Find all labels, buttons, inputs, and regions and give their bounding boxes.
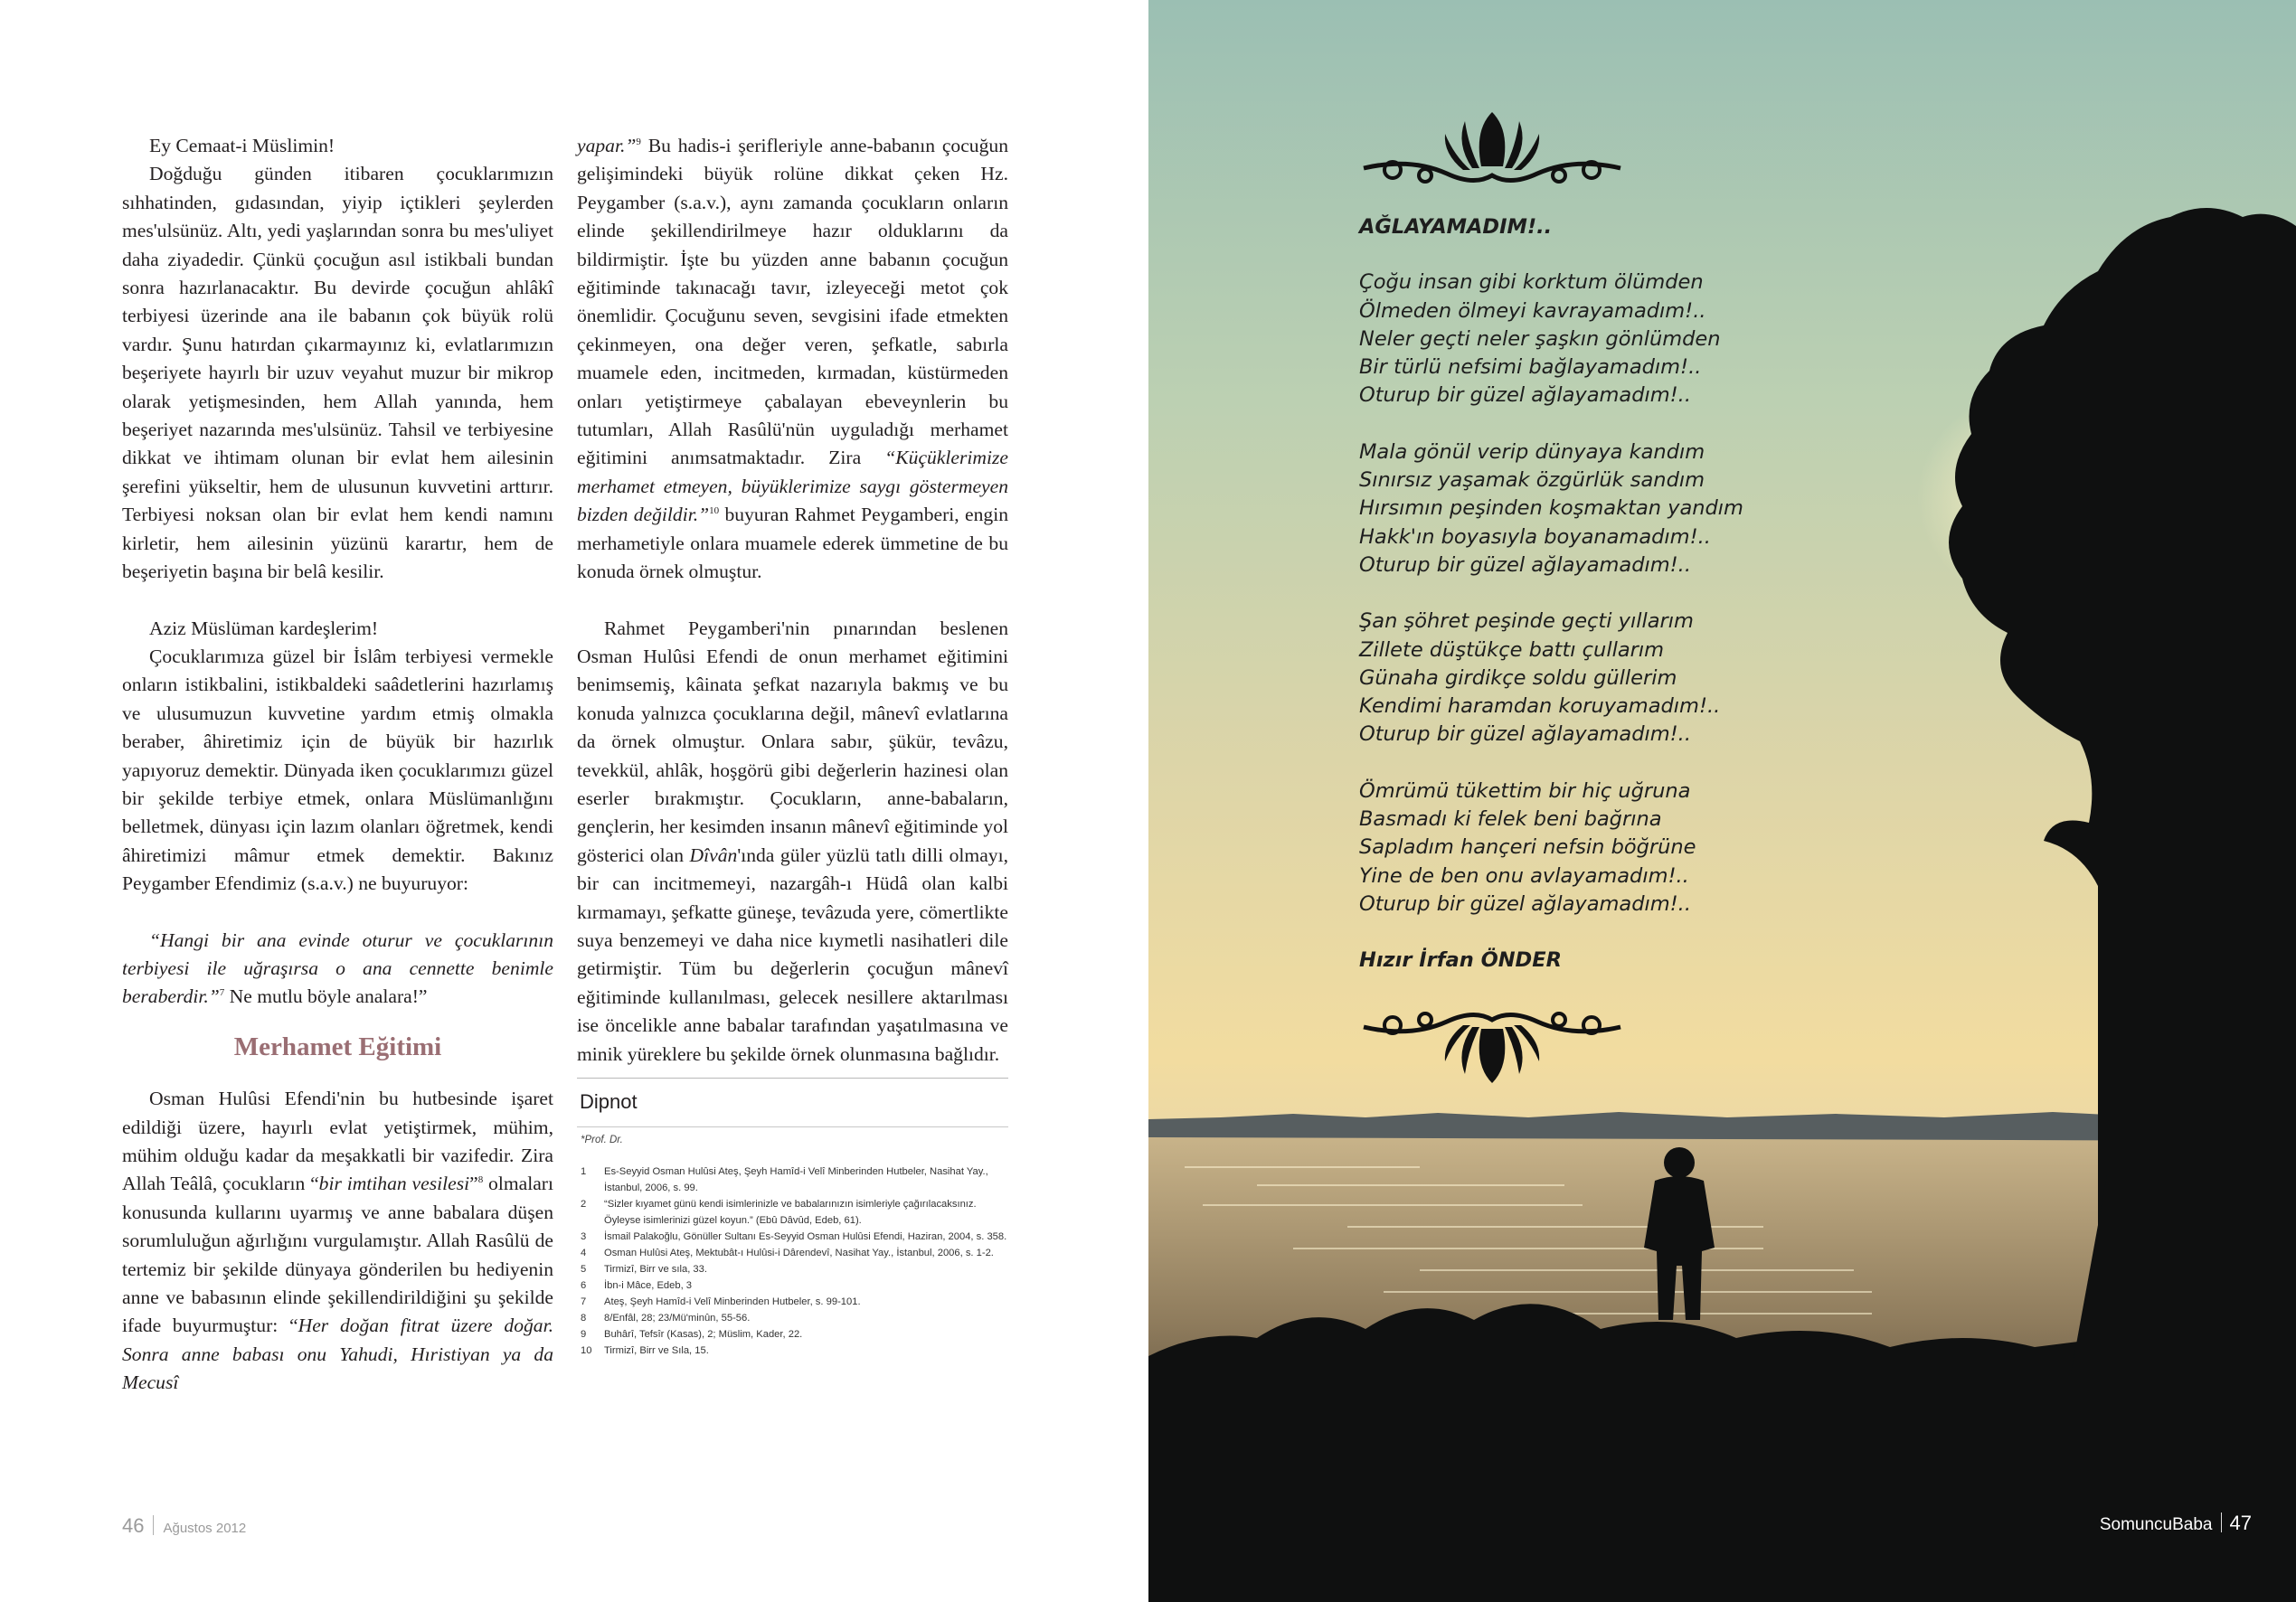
poem-line: Sapladım hançeri nefsin böğrüne	[1359, 835, 1696, 860]
poem-stanza	[1359, 608, 1811, 749]
poem	[1359, 213, 1811, 975]
poem-line: Sınırsız yaşamak özgürlük sandım	[1359, 468, 1705, 493]
footnote-number: 9	[581, 1329, 587, 1341]
poem-line: Hırsımın peşinden koşmaktan yandım	[1359, 496, 1743, 521]
paragraph: Çocuklarımıza güzel bir İslâm terbiyesi vermekle onların istikbalini, istikbaldeki saâdetlerini hazırlamış ve ulusumuzun kuvvetine yardım etmiş olmakla beraber, âhiretimiz için de büyük bir hazırlık yapıyoruz demektir. Dünyada iken çocuklarımızı güzel bir şekilde terbiye etmek, onlara Müslümanlığını belletmek, dünyası için lazım olanları öğretmek, kendi âhiretimizi mâmur etmek demektir. Bakınız Peygamber Efendimiz (s.a.v.) ne buyuruyor:	[122, 645, 553, 895]
poem-line: Bir türlü nefsimi bağlayamadım!..	[1359, 355, 1702, 380]
poem-line: Neler geçti neler şaşkın gönlümden	[1359, 326, 1721, 351]
paragraph	[577, 132, 1008, 587]
footnote-item	[577, 1343, 1008, 1359]
page-footer-right	[2100, 1512, 2252, 1535]
poet-name: Hızır İrfan ÖNDER	[1359, 948, 1562, 973]
footnote-item	[577, 1196, 1008, 1229]
footnote-item	[577, 1277, 1008, 1294]
ornament-bottom-icon	[1356, 1002, 1628, 1092]
footnote-list	[577, 1164, 1008, 1359]
footnote-text: 8/Enfâl, 28; 23/Mü'minûn, 55-56.	[604, 1313, 751, 1324]
poem-line: Çoğu insan gibi korktum ölümden	[1359, 270, 1704, 295]
footnote-number: 1	[581, 1166, 587, 1178]
text-column-right	[577, 132, 1008, 1359]
footnotes-title: Dipnot	[580, 1090, 638, 1113]
footnote-number: 5	[581, 1264, 587, 1276]
page-number: 47	[2229, 1512, 2252, 1534]
footnote-divider	[577, 1126, 1008, 1127]
footnote-text: “Sizler kıyamet günü kendi isimlerinizle ve babalarınızın isimleriyle çağırılacaksınız. Öyleyse isimlerinizi güzel koyun.” (Ebû Dâvûd, Edeb, 61).	[604, 1199, 977, 1227]
poem-stanza	[1359, 777, 1811, 919]
poem-line: Ölmeden ölmeyi kavrayamadım!..	[1359, 298, 1706, 323]
text-span: 'ında güler yüzlü tatlı dilli olmayı, bir can incitmemeyi, nazargâh-ı Hüdâ olan kalbi kırmamayı, şefkatte güneşe, tevâzuda yere, cömertlikte suya benzemeyi ve daha nice kıymetli nasihatleri dile getirmiştir. Tüm bu değerlerin çocuğun mânevî eğitiminde kullanılması, gelecek nesillere aktarılması ise öncelikle anne babalar tarafından yaşatılmasına ve minik yüreklere bu şekilde örnek olunmasına bağlıdır.	[577, 843, 1008, 1065]
italic-span: bir imtihan vesilesi	[318, 1173, 470, 1195]
quote-tail: Ne mutlu böyle analara!”	[224, 985, 428, 1008]
italic-span: yapar.”	[577, 135, 637, 156]
footnote-ref: 8	[477, 1174, 484, 1186]
footnote-ref: 9	[636, 136, 641, 147]
poem-line: Oturup bir güzel ağlayamadım!..	[1359, 722, 1691, 747]
quote-text: “Hangi bir ana evinde oturur ve çocuklarının terbiyesi ile uğraşırsa o ana cennette benimle beraberdir.”	[122, 928, 553, 1008]
footnote-number: 8	[581, 1313, 587, 1324]
footnote-item	[577, 1326, 1008, 1343]
poem-line: Kendimi haramdan koruyamadım!..	[1359, 694, 1721, 719]
text-span: ”	[469, 1173, 478, 1195]
text-span: Rahmet Peygamberi'nin pınarından beslenen Osman Hulûsi Efendi de onun merhamet eğitimini benimsemiş, kâinata şefkat nazarıyla bakmış ve bu konuda yalnızca çocuklarına değil, mânevî evlatlarına da örnek olmuştur. Onlara sabır, şükür, tevâzu, tevekkül, ahlâk, hoşgörü gibi değerlerin hazinesi olan eserler bırakmıştır. Çocukların, anne-babaların, gençlerin, her kesimden insanın mânevî eğitiminde yol gösterici olan	[577, 617, 1008, 866]
poem-line: Mala gönül verip dünyaya kandım	[1359, 439, 1705, 464]
paragraph	[577, 615, 1008, 1070]
poem-title: AĞLAYAMADIM!..	[1359, 215, 1553, 239]
poem-line: Oturup bir güzel ağlayamadım!..	[1359, 891, 1691, 916]
poem-line: Ömrümü tükettim bir hiç uğruna	[1359, 778, 1691, 803]
text-span: olmaları konusunda kullarını uyarmış ve anne babalara düşen sorumluluğun ağırlığını vurgulamıştır. Allah Rasûlü de tertemiz bir şekilde dünyaya gönderilen bu hediyenin anne ve babasının elinde şekillendirildiğini şu şekilde ifade buyurmuştur: “	[122, 1173, 553, 1337]
footnote-item	[577, 1261, 1008, 1277]
footnote-number: 4	[581, 1248, 587, 1259]
ornament-top-icon	[1356, 103, 1628, 193]
footnote-number: 2	[581, 1199, 587, 1211]
poem-line: Basmadı ki felek beni bağrına	[1359, 807, 1662, 832]
poem-stanza	[1359, 269, 1811, 410]
text-column-left	[122, 132, 553, 1398]
page-footer-left	[122, 1514, 246, 1538]
divider	[577, 1078, 1008, 1079]
italic-span: Dîvân	[689, 843, 738, 866]
footnote-text: Osman Hulûsi Ateş, Mektubât-ı Hulûsi-i Dârendevî, Nasihat Yay., İstanbul, 2006, s. 1-2.	[604, 1248, 994, 1259]
paragraph: Doğduğu günden itibaren çocuklarımızın sıhhatinden, gıdasından, yiyip içtikleri şeylerden mes'ulsünüz. Altı, yedi yaşlarından sonra bu mes'uliyet daha ziyadedir. Çünkü çocuğun asıl istikbali bundan sonra hazırlanacaktır. Bu devirde çocuğun ahlâkî terbiyesi üzerinde ana ile babanın çok büyük rolü vardır. Şunu hatırdan çıkarmayınız ki, evlatlarımızın beşeriyete hayırlı bir uzuv veyahut muzur bir mikrop olarak yetişmesinden, hem Allah yanında, hem beşeriyet nazarında mes'ulsünüz. Tahsil ve terbiyesine dikkat ve ihtimam olunan bir evlat hem ailesinin şerefini yükseltir, hem de ulusunun kuvvetini arttırır. Terbiyesi noksan olan bir evlat hem kendi namını kirletir, hem ailesinin yüzünü karartır, hem de beşeriyetin başına bir belâ kesilir.	[122, 163, 553, 583]
greeting-1: Ey Cemaat-i Müslimin!	[149, 135, 335, 156]
footnote-item	[577, 1229, 1008, 1245]
footnote-item	[577, 1245, 1008, 1261]
page-number: 46	[122, 1514, 145, 1537]
section-title: Merhamet Eğitimi	[233, 1032, 442, 1061]
footnote-item	[577, 1294, 1008, 1310]
poem-line: Oturup bir güzel ağlayamadım!..	[1359, 383, 1691, 408]
footnote-ref: 7	[219, 987, 225, 999]
footnote-number: 7	[581, 1296, 587, 1308]
poem-line: Yine de ben onu avlayamadım!..	[1359, 863, 1689, 888]
italic-span: “Küçüklerimize merhamet etmeyen, büyüklerimize saygı göstermeyen bizden değildir.”	[577, 447, 1008, 526]
greeting-2: Aziz Müslüman kardeşlerim!	[149, 617, 379, 639]
footnote-item	[577, 1310, 1008, 1326]
issue-date: Ağustos 2012	[163, 1521, 247, 1536]
poem-line: Hakk'ın boyasıyla boyanamadım!..	[1359, 524, 1711, 549]
hadith-quote	[122, 927, 553, 1012]
magazine-name: SomuncuBaba	[2099, 1515, 2213, 1534]
folio-divider	[153, 1515, 154, 1535]
poem-line: Zillete düştükçe battı çullarım	[1359, 637, 1665, 662]
text-span: Osman Hulûsi Efendi'nin bu hutbesinde işaret edildiği üzere, hayırlı evlat yetiştirmek, mühim, mühim olduğu kadar da meşakkatli bir vazifedir. Zira Allah Teâlâ, çocukların “	[122, 1088, 553, 1195]
footnote-text: Tirmizî, Birr ve Sıla, 15.	[604, 1345, 709, 1357]
footnote-item	[577, 1164, 1008, 1196]
text-span: buyuran Rahmet Peygamberi, engin merhametiyle onlara muamele ederek ümmetine de bu konuda örnek olmuştur.	[577, 504, 1009, 583]
poem-line: Günaha girdikçe soldu güllerim	[1359, 665, 1677, 690]
poem-line: Şan şöhret peşinde geçti yıllarım	[1359, 609, 1694, 634]
footnote-number: 6	[581, 1280, 587, 1292]
footnote-number: 10	[581, 1345, 592, 1357]
folio-divider	[2221, 1512, 2222, 1532]
author-note: *Prof. Dr.	[581, 1135, 623, 1146]
paragraph	[122, 1085, 553, 1397]
footnote-text: İbn-i Mâce, Edeb, 3	[604, 1280, 693, 1292]
poem-stanza	[1359, 438, 1811, 580]
footnote-number: 3	[581, 1231, 587, 1243]
footnote-text: Tirmizî, Birr ve sıla, 33.	[604, 1264, 707, 1276]
footnote-text: Buhârî, Tefsîr (Kasas), 2; Müslim, Kader, 22.	[604, 1329, 803, 1341]
right-page	[1148, 0, 2296, 1602]
poem-line: Oturup bir güzel ağlayamadım!..	[1359, 552, 1691, 577]
footnote-ref: 10	[709, 505, 720, 517]
footnote-text: İsmail Palakoğlu, Gönüller Sultanı Es-Seyyid Osman Hulûsi Efendi, Haziran, 2004, s. 358.	[604, 1231, 1007, 1243]
italic-span: Her doğan fitrat üzere doğar. Sonra anne babası onu Yahudi, Hıristiyan ya da Mecusî	[122, 1315, 553, 1394]
text-span: Bu hadis-i şerifleriyle anne-babanın çocuğun gelişimindeki büyük rolüne dikkat çeken Hz. Peygamber (s.a.v.), aynı zamanda çocukların onların elinde şekillendirilmeye hazır olduklarını da bildirmiştir. İşte bu yüzden anne babanın çocuğun eğitiminde takınacağı tavır, izleyeceği metot çok önemlidir. Çocuğunu seven, sevgisini ifade etmekten çekinmeyen, ona değer veren, şefkatle, sabırla muamele eden, incitmeden, kırmadan, küstürmeden onları yetiştirmeye çabalayan ebeveynlerin bu tutumları, Allah Rasûlü'nün uyguladığı merhamet eğitimini anımsatmaktadır. Zira	[577, 135, 1008, 469]
footnote-text: Ateş, Şeyh Hamîd-i Velî Minberinden Hutbeler, s. 99-101.	[604, 1296, 861, 1308]
footnote-text: Es-Seyyid Osman Hulûsi Ateş, Şeyh Hamîd-i Velî Minberinden Hutbeler, Nasihat Yay., İstanbul, 2006, s. 99.	[604, 1166, 988, 1194]
